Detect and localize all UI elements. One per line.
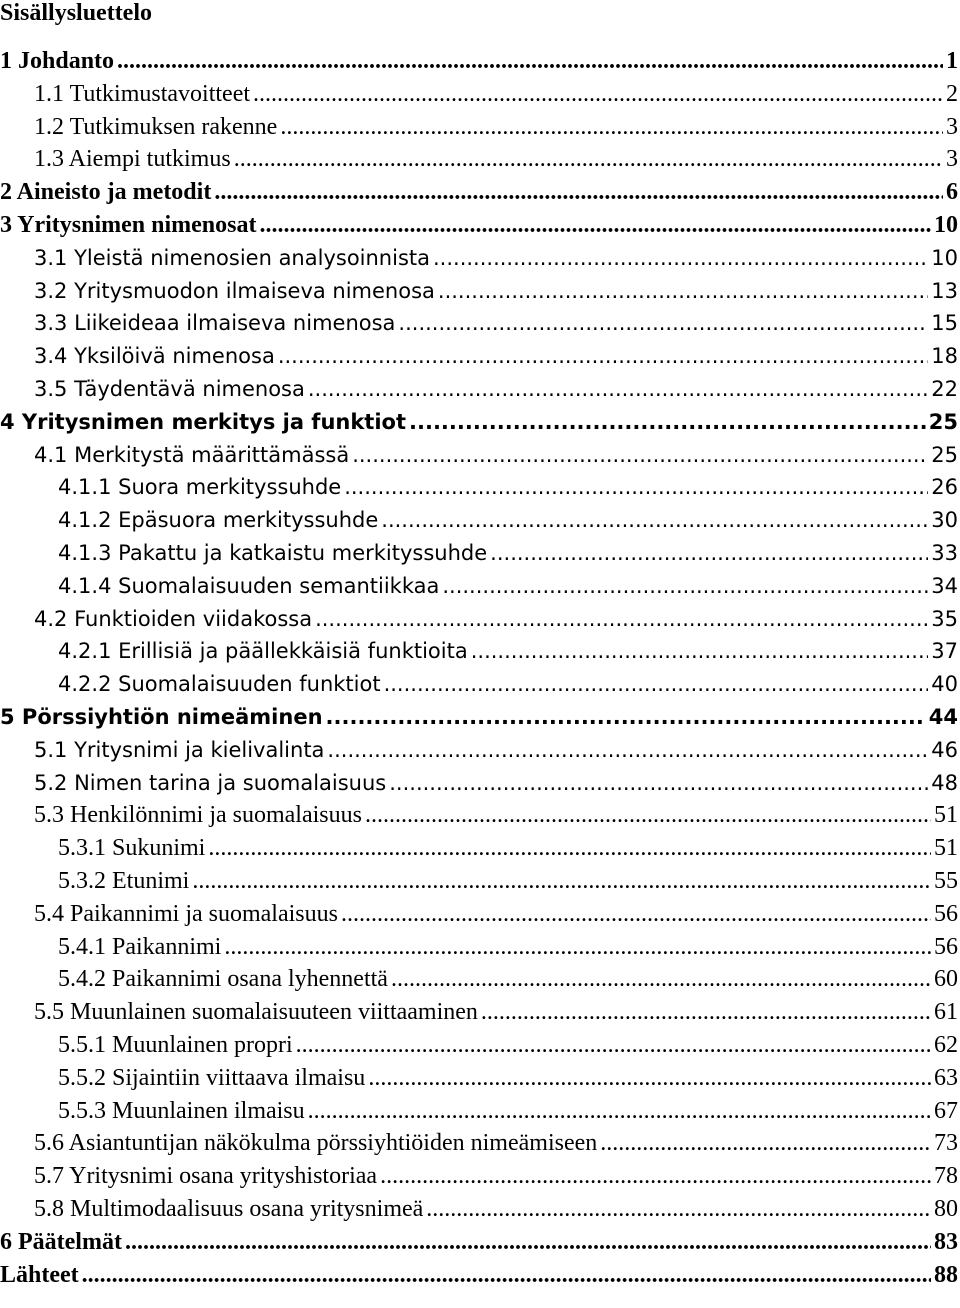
toc-dot-leader: [125, 1226, 931, 1258]
toc-entry[interactable]: [0, 45, 958, 77]
toc-dot-leader: [384, 668, 929, 700]
toc-entry[interactable]: [58, 1095, 958, 1127]
toc-dot-leader: [352, 439, 928, 471]
toc-entry-label: 5.8 Multimodaalisuus osana yritysnimeä: [34, 1196, 424, 1222]
toc-entry-label: 4.2.1 Erillisiä ja päällekkäisiä funktioita: [58, 639, 468, 664]
toc-dot-leader: [344, 471, 928, 503]
toc-entry[interactable]: [34, 1160, 958, 1192]
toc-dot-leader: [278, 340, 928, 372]
toc-dot-leader: [117, 45, 943, 77]
toc-entry-page: 73: [934, 1130, 958, 1157]
toc-entry-label: Lähteet: [0, 1261, 79, 1288]
toc-dot-leader: [438, 275, 928, 307]
toc-dot-leader: [490, 537, 928, 569]
toc-dot-leader: [192, 865, 931, 897]
toc-entry-page: 26: [931, 475, 958, 500]
toc-entry-page: 10: [934, 212, 958, 238]
toc-dot-leader: [315, 603, 928, 635]
toc-entry-page: 25: [931, 442, 958, 467]
toc-entry-page: 25: [928, 409, 958, 434]
toc-entry[interactable]: [34, 439, 958, 471]
toc-entry-label: 5.5.2 Sijaintiin viittaava ilmaisu: [58, 1064, 366, 1091]
toc-entry-label: 1.1 Tutkimustavoitteet: [34, 80, 251, 107]
toc-entry[interactable]: [34, 143, 958, 175]
toc-entry-page: 3: [946, 113, 958, 140]
toc-entry[interactable]: [58, 570, 958, 602]
toc-dot-leader: [389, 767, 928, 799]
toc-entry[interactable]: [58, 1029, 958, 1061]
toc-entry-label: 5.5 Muunlainen suomalaisuuteen viittaaminen: [34, 999, 478, 1026]
toc-entry-page: 61: [934, 999, 958, 1026]
toc-entry-label: 5.5.1 Muunlainen propri: [58, 1032, 293, 1058]
toc-entry[interactable]: [0, 176, 958, 208]
toc-entry[interactable]: [34, 1193, 958, 1225]
toc-entry-page: 78: [934, 1163, 958, 1190]
toc-entry-page: 56: [934, 933, 958, 960]
toc-entry[interactable]: [58, 471, 958, 503]
toc-dot-leader: [82, 1259, 931, 1291]
toc-entry-page: 63: [934, 1064, 958, 1091]
toc-entry[interactable]: [58, 504, 958, 536]
toc-entry[interactable]: [34, 1127, 958, 1159]
toc-entry[interactable]: [34, 767, 958, 799]
toc-dot-leader: [308, 1095, 931, 1127]
toc-entry[interactable]: [58, 635, 958, 667]
toc-entry-label: 2 Aineisto ja metodit: [0, 179, 212, 206]
toc-entry-page: 22: [931, 377, 958, 401]
toc-dot-leader: [308, 373, 928, 405]
toc-dot-leader: [442, 570, 928, 602]
toc-entry-label: 5.4 Paikannimi ja suomalaisuus: [34, 900, 338, 927]
toc-dot-leader: [481, 996, 931, 1028]
toc-entry-page: 88: [934, 1261, 958, 1288]
toc-entry[interactable]: [34, 603, 958, 635]
toc-entry-page: 80: [934, 1196, 958, 1222]
toc-entry-label: 4.1.2 Epäsuora merkityssuhde: [58, 508, 379, 533]
toc-entry-label: 3.5 Täydentävä nimenosa: [34, 377, 305, 401]
toc-entry[interactable]: [34, 373, 958, 405]
toc-dot-leader: [326, 701, 926, 733]
toc-entry[interactable]: [34, 275, 958, 307]
toc-dot-leader: [327, 734, 928, 766]
toc-entry[interactable]: [34, 898, 958, 930]
toc-entry-page: 83: [934, 1228, 958, 1255]
toc-entry[interactable]: [58, 832, 958, 864]
toc-entry-page: 51: [934, 835, 958, 862]
toc-entry[interactable]: [0, 1259, 958, 1291]
toc-entry-page: 62: [934, 1032, 958, 1058]
toc-entry-page: 48: [931, 770, 958, 795]
toc-entry[interactable]: [0, 1226, 958, 1258]
toc-entry[interactable]: [0, 406, 958, 438]
toc-dot-leader: [398, 307, 928, 339]
toc-entry-label: 4.2 Funktioiden viidakossa: [34, 606, 313, 631]
toc-dot-leader: [380, 1160, 931, 1192]
toc-entry-label: 4.1.4 Suomalaisuuden semantiikkaa: [58, 573, 440, 598]
toc-dot-leader: [391, 963, 931, 995]
toc-dot-leader: [214, 176, 943, 208]
toc-entry-label: 3 Yritysnimen nimenosat: [0, 212, 257, 238]
page-title: Sisällysluettelo: [0, 0, 153, 26]
toc-dot-leader: [234, 143, 943, 175]
toc-dot-leader: [224, 931, 931, 963]
toc-entry[interactable]: [58, 668, 958, 700]
toc-entry-page: 35: [931, 606, 958, 631]
toc-entry-page: 51: [934, 802, 958, 829]
toc-entry[interactable]: [34, 111, 958, 143]
toc-entry-label: 4.1 Merkitystä määrittämässä: [34, 442, 350, 467]
toc-entry-label: 1.3 Aiempi tutkimus: [34, 146, 231, 173]
toc-entry-label: 4.1.3 Pakattu ja katkaistu merkityssuhde: [58, 541, 488, 565]
toc-entry-label: 3.3 Liikeideaa ilmaiseva nimenosa: [34, 311, 396, 336]
toc-entry-page: 44: [928, 705, 958, 729]
toc-entry-page: 37: [931, 639, 958, 664]
toc-entry-page: 2: [946, 80, 958, 107]
toc-entry-label: 5.5.3 Muunlainen ilmaisu: [58, 1097, 305, 1124]
toc-entry-page: 46: [931, 737, 958, 762]
toc-entry-page: 34: [931, 573, 958, 598]
toc-entry-label: 5.3.1 Sukunimi: [58, 835, 206, 862]
toc-entry-page: 13: [931, 278, 958, 303]
toc-dot-leader: [368, 1062, 931, 1094]
toc-dot-leader: [433, 242, 928, 274]
toc-dot-leader: [280, 111, 943, 143]
toc-dot-leader: [259, 209, 931, 241]
toc-entry[interactable]: [58, 1062, 958, 1094]
toc-dot-leader: [296, 1029, 931, 1061]
toc-entry-page: 33: [931, 541, 958, 565]
toc-dot-leader: [426, 1193, 931, 1225]
toc-entry-label: 5.3.2 Etunimi: [58, 868, 190, 894]
toc-entry-label: 5.3 Henkilönnimi ja suomalaisuus: [34, 802, 362, 829]
toc-entry-label: 3.2 Yritysmuodon ilmaiseva nimenosa: [34, 278, 435, 303]
toc-entry-page: 67: [934, 1097, 958, 1124]
toc-entry-page: 60: [934, 966, 958, 993]
toc-entry-page: 3: [946, 146, 958, 173]
toc-entry-label: 3.1 Yleistä nimenosien analysoinnista: [34, 245, 430, 270]
toc-dot-leader: [365, 799, 931, 831]
toc-entry[interactable]: [34, 799, 958, 831]
toc-dot-leader: [409, 406, 926, 438]
toc-dot-leader: [341, 898, 931, 930]
toc-entry-page: 40: [931, 672, 958, 697]
toc-entry-label: 1.2 Tutkimuksen rakenne: [34, 113, 278, 140]
toc-entry-label: 5.1 Yritysnimi ja kielivalinta: [34, 737, 325, 762]
toc-entry[interactable]: [34, 307, 958, 339]
toc-entry[interactable]: [34, 340, 958, 372]
toc-entry-label: 4 Yritysnimen merkitys ja funktiot: [0, 409, 407, 434]
toc-entry[interactable]: [58, 865, 958, 897]
toc-entry-label: 5.6 Asiantuntijan näkökulma pörssiyhtiöiden nimeämiseen: [34, 1130, 598, 1157]
toc-entry-label: 5.7 Yritysnimi osana yrityshistoriaa: [34, 1163, 378, 1190]
toc-dot-leader: [208, 832, 931, 864]
toc-dot-leader: [381, 504, 928, 536]
toc-entry-page: 30: [931, 508, 958, 533]
toc-entry[interactable]: [58, 537, 958, 569]
toc-entry[interactable]: [34, 734, 958, 766]
toc-entry-label: 5.2 Nimen tarina ja suomalaisuus: [34, 770, 387, 795]
toc-entry-page: 15: [931, 311, 958, 336]
toc-entry[interactable]: [34, 996, 958, 1028]
toc-entry[interactable]: [0, 701, 958, 733]
toc-entry-page: 55: [934, 868, 958, 894]
toc-entry-label: 4.2.2 Suomalaisuuden funktiot: [58, 672, 381, 697]
toc-dot-leader: [471, 635, 929, 667]
toc-entry[interactable]: [34, 242, 958, 274]
toc-dot-leader: [253, 78, 943, 110]
toc-entry-label: 1 Johdanto: [0, 48, 115, 74]
toc-entry-page: 6: [946, 179, 958, 206]
toc-dot-leader: [600, 1127, 931, 1159]
toc-entry-page: 1: [946, 48, 958, 74]
toc-entry[interactable]: [58, 931, 958, 963]
toc-entry-page: 10: [931, 245, 958, 270]
toc-entry-label: 5 Pörssiyhtiön nimeäminen: [0, 705, 323, 729]
toc-entry-label: 5.4.1 Paikannimi: [58, 933, 222, 960]
toc-entry-label: 5.4.2 Paikannimi osana lyhennettä: [58, 966, 388, 993]
toc-entry-label: 4.1.1 Suora merkityssuhde: [58, 475, 342, 500]
toc-entry[interactable]: [0, 209, 958, 241]
toc-entry[interactable]: [34, 78, 958, 110]
toc-entry-label: 3.4 Yksilöivä nimenosa: [34, 344, 275, 369]
toc-entry-label: 6 Päätelmät: [0, 1228, 122, 1255]
toc-entry[interactable]: [58, 963, 958, 995]
toc-entry-page: 18: [931, 344, 958, 369]
toc-entry-page: 56: [934, 900, 958, 927]
